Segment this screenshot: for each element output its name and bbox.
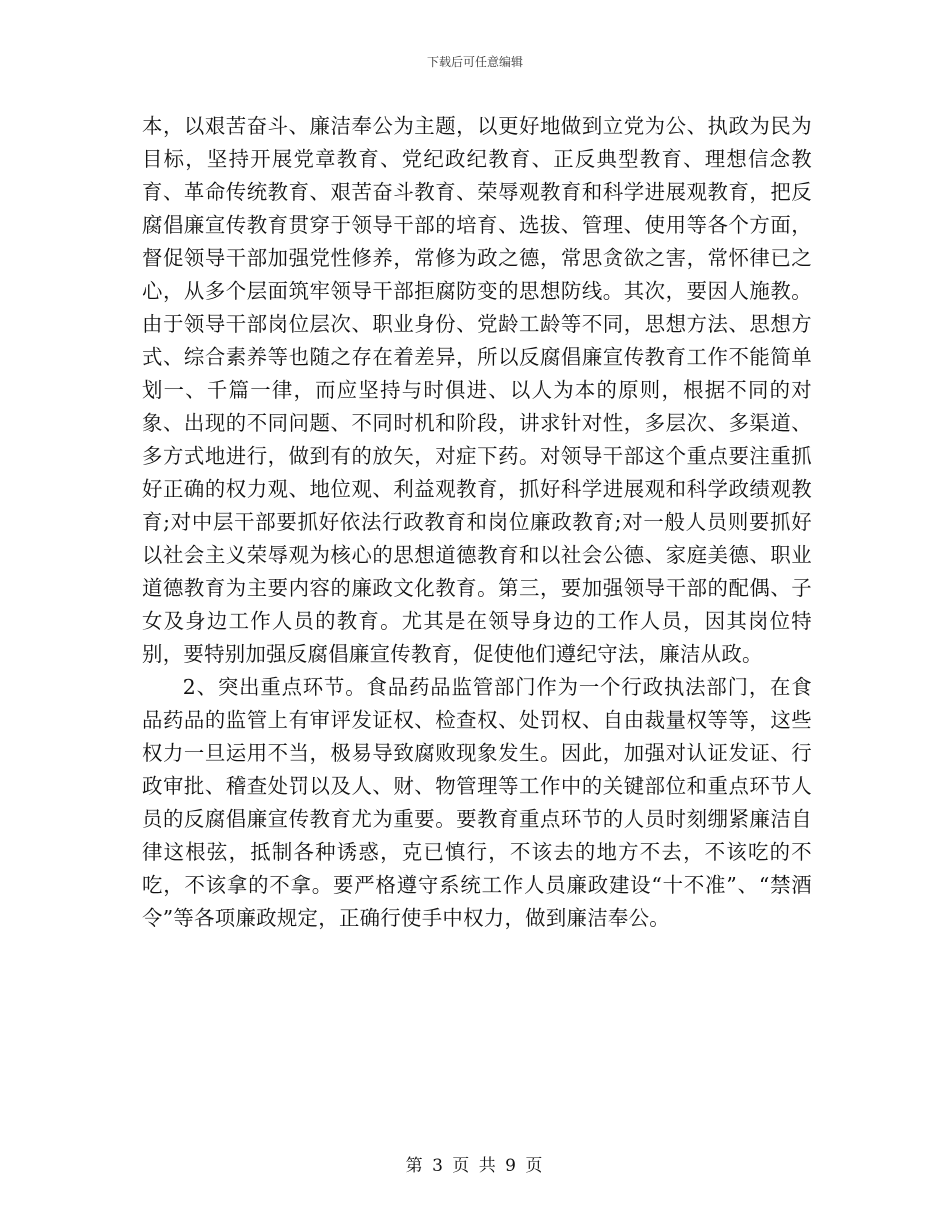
document-body: [142, 110, 812, 935]
body-paragraph-1: 本，以艰苦奋斗、廉洁奉公为主题，以更好地做到立党为公、执政为民为目标，坚持开展党章教育、党纪政纪教育、正反典型教育、理想信念教育、革命传统教育、艰苦奋斗教育、荣辱观教育和科学进展观教育，把反腐倡廉宣传教育贯穿于领导干部的培育、选拔、管理、使用等各个方面，督促领导干部加强党性修养，常修为政之德，常思贪欲之害，常怀律已之心，从多个层面筑牢领导干部拒腐防变的思想防线。其次，要因人施教。由于领导干部岗位层次、职业身份、党龄工龄等不同，思想方法、思想方式、综合素养等也随之存在着差异，所以反腐倡廉宣传教育工作不能简单划一、千篇一律，而应坚持与时俱进、以人为本的原则，根据不同的对象、出现的不同问题、不同时机和阶段，讲求针对性，多层次、多渠道、多方式地进行，做到有的放矢，对症下药。对领导干部这个重点要注重抓好正确的权力观、地位观、利益观教育，抓好科学进展观和科学政绩观教育;对中层干部要抓好依法行政教育和岗位廉政教育;对一般人员则要抓好以社会主义荣辱观为核心的思想道德教育和以社会公德、家庭美德、职业道德教育为主要内容的廉政文化教育。第三，要加强领导干部的配偶、子女及身边工作人员的教育。尤其是在领导身边的工作人员，因其岗位特别，要特别加强反腐倡廉宣传教育，促使他们遵纪守法，廉洁从政。: [142, 114, 812, 666]
body-paragraph-2: 2、突出重点环节。食品药品监管部门作为一个行政执法部门，在食品药品的监管上有审评发证权、检查权、处罚权、自由裁量权等等，这些权力一旦运用不当，极易导致腐败现象发生。因此，加强对认证发证、行政审批、稽查处罚以及人、财、物管理等工作中的关键部位和重点环节人员的反腐倡廉宣传教育尤为重要。要教育重点环节的人员时刻绷紧廉洁自律这根弦，抵制各种诱惑，克已慎行，不该去的地方不去，不该吃的不吃，不该拿的不拿。要严格遵守系统工作人员廉政建设“十不准”、“禁酒令”等各项廉政规定，正确行使手中权力，做到廉洁奉公。: [142, 675, 812, 930]
page-header: 下载后可任意编辑: [426, 55, 523, 69]
page-number-footer: 第 3 页 共 9 页: [405, 1156, 545, 1176]
